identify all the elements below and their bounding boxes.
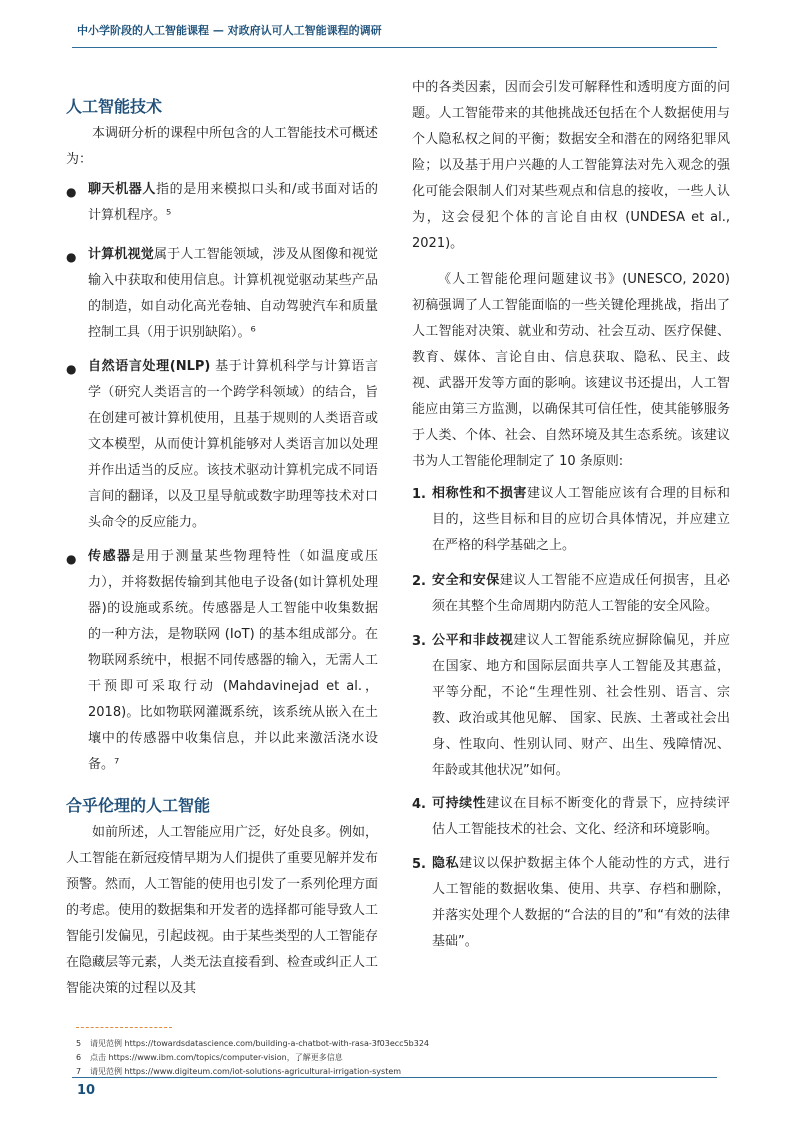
- continuation-paragraph: 中的各类因素，因而会引发可解释性和透明度方面的问题。人工智能带来的其他挑战还包括在个人数据使用与个人隐私权之间的平衡；数据安全和潜在的网络犯罪风险；以及基于用户兴趣的人工智能算法对先入观念的强化可能会限制人们对某些观点和信息的接收，一些人认为，这会侵犯个体的言论自由权 (UNDESA et al., 2021)。: [412, 80, 730, 251]
- footnote-7: [76, 1066, 401, 1077]
- bullet-dot: ●: [66, 362, 77, 376]
- principle-number: 4.: [412, 797, 426, 812]
- principle-term: 相称性和不损害: [432, 486, 527, 501]
- footnote-text: 请见范例 https://towardsdatascience.com/building-a-chatbot-with-rasa-3f03ecc5b324: [90, 1039, 430, 1048]
- section-title-ai-tech: 人工智能技术: [66, 97, 163, 116]
- bullet-term: 计算机视觉: [88, 247, 154, 262]
- principle-text: [432, 628, 730, 784]
- page-number: 10: [77, 1083, 96, 1098]
- running-header: 中小学阶段的人工智能课程 — 对政府认可人工智能课程的调研: [77, 24, 382, 37]
- bullet-dot: ●: [66, 552, 77, 566]
- bullet-term: 聊天机器人: [88, 182, 156, 197]
- principle-term: 安全和安保: [432, 573, 500, 588]
- principle-body: 建议人工智能不应造成任何损害，且必须在其整个生命周期内防范人工智能的安全风险。: [432, 573, 730, 614]
- ethics-paragraph: 如前所述，人工智能应用广泛，好处良多。例如，人工智能在新冠疫情早期为人们提供了重要见解并发布预警。然而，人工智能的使用也引发了一系列伦理方面的考虑。使用的数据集和开发者的选择都可能导致人工智能引发偏见，引起歧视。由于某些类型的人工智能存在隐藏层等元素，人类无法直接看到、检查或纠正人工智能决策的过程以及其: [66, 825, 379, 996]
- section-title-ethical-ai: 合乎伦理的人工智能: [66, 796, 211, 815]
- header-rule: [72, 47, 717, 48]
- principle-term: 隐私: [432, 856, 460, 871]
- principle-number: 1.: [412, 487, 426, 502]
- footnote-separator: [76, 1027, 172, 1028]
- bullet-body: 指的是用来模拟口头和/或书面对话的计算机程序。⁵: [88, 182, 378, 223]
- footnote-number: 5: [76, 1039, 82, 1048]
- bullet-body: 是用于测量某些物理特性（如温度或压力），并将数据传输到其他电子设备(如计算机处理器)的设施或系统。传感器是人工智能中收集数据的一种方法，是物联网 (IoT) 的基本组成部分。在物联网系统中，根据不同传感器的输入，无需人工干预即可采取行动 (Mahdavinejad et al.，2018)。比如物联网灌溉系统，该系统从嵌入在土壤中的传感器中收集信息，并以此来激活浇水设备。⁷: [88, 549, 378, 772]
- principle-number: 5.: [412, 857, 426, 872]
- principle-text: [432, 851, 730, 955]
- bullet-term: 传感器: [88, 549, 132, 564]
- bullet-term: 自然语言处理(NLP): [88, 359, 211, 374]
- principle-number: 2.: [412, 574, 426, 589]
- bullet-text: [88, 242, 378, 346]
- bullet-text: [88, 544, 378, 778]
- footer-rule: [72, 1077, 717, 1078]
- footnote-5: [76, 1038, 429, 1049]
- footnote-number: 7: [76, 1067, 82, 1076]
- principle-number: 3.: [412, 634, 426, 649]
- recommendation-paragraph: 《人工智能伦理问题建议书》(UNESCO, 2020) 初稿强调了人工智能面临的一些关键伦理挑战，指出了人工智能对决策、就业和劳动、社会互动、医疗保健、教育、媒体、言论自由、信息获取、隐私、民主、歧视、武器开发等方面的影响。该建议书还提出，人工智能应由第三方监测，以确保其可信任性，使其能够服务于人类、个体、社会、自然环境及其生态系统。该建议书为人工智能伦理制定了 10 条原则:: [412, 272, 730, 469]
- footnote-number: 6: [76, 1053, 82, 1062]
- bullet-body: 基于计算机科学与计算语言学（研究人类语言的一个跨学科领域）的结合，旨在创建可被计算机使用，且基于规则的人类语音或文本模型，从而使计算机能够对人类语言加以处理并作出适当的反应。该技术驱动计算机完成不同语言间的翻译，以及卫星导航或数字助理等技术对口头命令的反应能力。: [88, 359, 378, 530]
- principle-body: 建议以保护数据主体个人能动性的方式，进行人工智能的数据收集、使用、共享、存档和删除，并落实处理个人数据的“合法的目的”和“有效的法律基础”。: [432, 856, 730, 949]
- principle-term: 公平和非歧视: [432, 633, 514, 648]
- bullet-text: [88, 177, 378, 229]
- footnote-text: 请见范例 https://www.digiteum.com/iot-solutions-agricultural-irrigation-system: [90, 1067, 402, 1076]
- principle-text: [432, 568, 730, 620]
- principle-body: 建议在目标不断变化的背景下，应持续评估人工智能技术的社会、文化、经济和环境影响。: [432, 796, 730, 837]
- footnote-6: [76, 1052, 343, 1063]
- bullet-dot: ●: [66, 185, 77, 199]
- bullet-body: 属于人工智能领域，涉及从图像和视觉输入中获取和使用信息。计算机视觉驱动某些产品的制造，如自动化高光卷轴、自动驾驶汽车和质量控制工具（用于识别缺陷）。⁶: [88, 247, 378, 340]
- intro-paragraph: 本调研分析的课程中所包含的人工智能技术可概述为：: [66, 126, 379, 167]
- principle-text: [432, 481, 730, 559]
- footnote-text: 点击 https://www.ibm.com/topics/computer-vision，了解更多信息: [90, 1053, 343, 1062]
- principle-body: 建议人工智能应该有合理的目标和目的，这些目标和目的应切合具体情况，并应建立在严格的科学基础之上。: [432, 486, 730, 553]
- bullet-dot: ●: [66, 250, 77, 264]
- bullet-text: [88, 354, 378, 536]
- principle-body: 建议人工智能系统应摒除偏见，并应在国家、地方和国际层面共享人工智能及其惠益，平等分配，不论“生理性别、社会性别、语言、宗教、政治或其他见解、 国家、民族、土著或社会出身、性取向、性别认同、财产、出生、残障情况、年龄或其他状况”如何。: [432, 633, 730, 778]
- principle-term: 可持续性: [432, 796, 487, 811]
- principle-text: [432, 791, 730, 843]
